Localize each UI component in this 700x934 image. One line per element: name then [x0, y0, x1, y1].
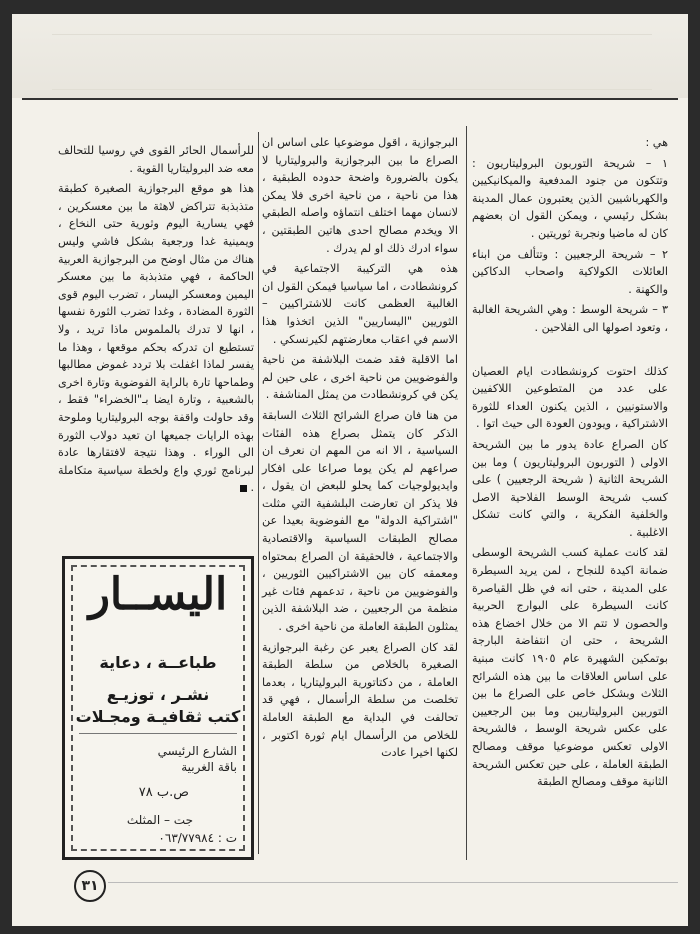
list-item-1: ١ – شريحة التوربون البروليتاريون : وتتكون من جنود المدفعية والميكانيكيين والكهرباشيين الذين يعتبرون عمال المدينة بشكل رئيسي ، ويمكن القول ان بعضهم كان له ماضيا ونجربة ثوريتين .: [472, 156, 668, 240]
paragraph: من هنا فان صراع الشرائح الثلاث السابقة الذكر كان يتمثل بصراع هذه الفئات السياسية ، الا انه من المهم ان نعرف ان صراعهم لم يكن يوما صراعا على افكار وايديولوجيات كما يحلو للبعض ان يقول ، فلا يذكر ان تعارضت البلشفية التي مثلت "اشتراكية الدولة" مع الفوضوية بعيدا عن مصالح الطبقات السياسية والاقتصادية والاجتماعية ، فالحقيقة ان الصراع بمحتواه ومعمقه كان بين الاشتراكيين الثوريين ، والفوضويين من ناحية ، تدعمهم فئات غير منظمة من الرجعيين ، ضد البلاشفة الذين يمثلون الطبقة العاملة من ناحية اخرى .: [262, 408, 458, 634]
paragraph: البرجوازية ، اقول موضوعيا على اساس ان الصراع ما بين البرجوازية والبروليتاريا لا يكون بالضرورة واضحة حدوده الطبقية ، هذا من ناحية ، من ناحية اخرى فلا يمكن لانسان مهما اختلف انتماؤه واصله الطبقي الا ويخدم مصالح احدى هاتين الطبقتين ، سواء ادرك ذلك او لم يدرك .: [262, 136, 458, 255]
paragraph: هذه هي التركيبة الاجتماعية في كرونشطادت ، اما سياسيا فيمكن القول ان الغالبية العظمى كانت للاشتراكيين – الثوريين "اليساريين" الذين اتخذوا هذا الاسم في اعقاب معارضتهم لكيرنسكي .: [262, 262, 458, 346]
advertisement-services-1: طباعــة ، دعاية: [99, 653, 217, 672]
advertisement-city: جت – المثلث: [126, 813, 193, 827]
advertisement-separator: [79, 733, 237, 734]
paragraph-final: [58, 180, 254, 497]
article-column-left: [58, 142, 254, 500]
article-column-middle: [262, 134, 458, 765]
address-line-2: باقة الغربية: [181, 760, 237, 774]
magazine-page: [12, 14, 688, 926]
header-band: [12, 14, 688, 98]
advertisement-box: [62, 556, 254, 860]
paragraph: كان الصراع عادة يدور ما بين الشريحة الاولى ( التوربون البروليتاريون ) وما بين الشريحة الثانية ( شريحة الرجعيين ) على كسب شريحة الوسط الفلاحية الاصل والخلفية الفكرية ، والتي كانت تشكل الاغلبية .: [472, 437, 668, 539]
advertisement-services-3: كتب ثقافيـة ومجـلات: [75, 707, 241, 726]
list-item-3: ٣ – شريحة الوسط : وهي الشريحة الغالبة ، وتعود اصولها الى الفلاحين .: [472, 303, 668, 334]
paragraph: لقد كانت عملية كسب الشريحة الوسطى ضمانة اكيدة للنجاح ، لمن يريد السيطرة على المدينة ، حتى انه في ظل القياصرة كانت السيطرة على البوارج الحربية والحصون لا تتم الا من خلال اخضاع هذه الشريحة ، حتى ان انتفاضة البارجة بوتمكين الشهيرة عام ١٩٠٥ كانت مبنية على اساس العلاقات ما بين هذه الشرائح الثلاث وبشكل خاص على الصراع ما بين التوربين البروليتاريين وما بين الرجعيين على عكس شريحة الوسط ، فالشريحة الاولى تعكس موضوعيا موقف ومصالح الطبقة العاملة ، على حين تعكس الشريحة الثانية موقف ومصالح الطبقة: [472, 546, 668, 789]
list-item-2: ٢ – شريحة الرجعيين : وتتألف من ابناء العائلات الكولاكية واصحاب الدكاكين والكهنة .: [472, 247, 668, 296]
column-divider-right: [466, 126, 467, 860]
faded-header-area: [52, 34, 652, 90]
advertisement-pobox: ص.ب ٧٨: [138, 785, 189, 800]
column-divider-left: [258, 132, 259, 854]
paragraph: كذلك احتوت كرونشطادت ايام العصيان على عدد من المتطوعين اللاكفيين والاستونيين ، الذين يكنون العداء للثورة الاشتراكية ، ويودون العودة الى حيث اتوا .: [472, 364, 668, 431]
page-number: ٣١: [74, 870, 106, 902]
paragraph: للرأسمال الحائر القوى في روسيا للتحالف معه ضد البروليتاريا القوية .: [58, 144, 254, 175]
address-line-1: الشارع الرئيسي: [157, 744, 237, 758]
advertisement-services-2: نشـر ، توزيـع: [106, 685, 210, 704]
article-column-right: [472, 134, 668, 794]
footer-rule: [108, 882, 678, 883]
list-intro: هي :: [645, 136, 668, 149]
paragraph-text: هذا هو موقع البرجوازية الصغيرة كطبقة متذبذبة تتراكض لاهثة ما بين معسكرين ، فهي يسارية اليوم وثورية حتى النخاع ، ويمينية غدا ورجعية بشكل فاشي وليس هناك من مثال اوضح من البرجوازية العربية الحاكمة ، فهي متذبذبة ما بين معسكر اليمين ومعسكر اليسار ، تضرب اليوم قوى الثورة المضادة ، وغدا تضرب الثورة نفسها ، انها لا تدرك بالملموس ماذا تريد ، ولا تستطيع ان تدركه بحكم موقعها ، وهذا ما يفسر لماذا اغفلت بلا تردد غموض مطالبها وطماحها تارة بالراية الفوضوية وتارة اخرى بالشعبية ، وتارة ايضا بـ"الخضراء" فقط ، وقد حاولت واقفة بوجه البروليتاريا وملوحة بهذه الرايات جميعها ان تعيد دولاب الثورة الى الوراء . وهذا نتيجة لافتقارها عادة لبرنامج ثوري واع ولخطة سياسية متكاملة .: [58, 182, 254, 495]
advertisement-address: [158, 743, 237, 775]
paragraph: اما الاقلية فقد ضمت البلاشفة من ناحية والفوضويين من ناحية اخرى ، على حين لم يكن في كرونشطادت من يمثل المناشفة .: [262, 353, 458, 402]
advertisement-title: اليســار: [88, 569, 228, 620]
paragraph: لقد كان الصراع يعبر عن رغبة البرجوازية الصغيرة بالخلاص من سلطة الطبقة العاملة ، من دكتاتورية البروليتاريا ، بعدما تخلصت من سلطة الرأسمال ، فهي قد تحالفت في البداية مع الطبقة العاملة للخلاص من الرأسمال ايام ثورة اكتوبر ، لكنها اخيرا عادت: [262, 640, 458, 760]
header-rule: [22, 98, 678, 100]
end-of-article-mark: [240, 485, 247, 492]
advertisement-phone: ت : ٠٦٣/٧٧٩٨٤: [158, 831, 237, 845]
